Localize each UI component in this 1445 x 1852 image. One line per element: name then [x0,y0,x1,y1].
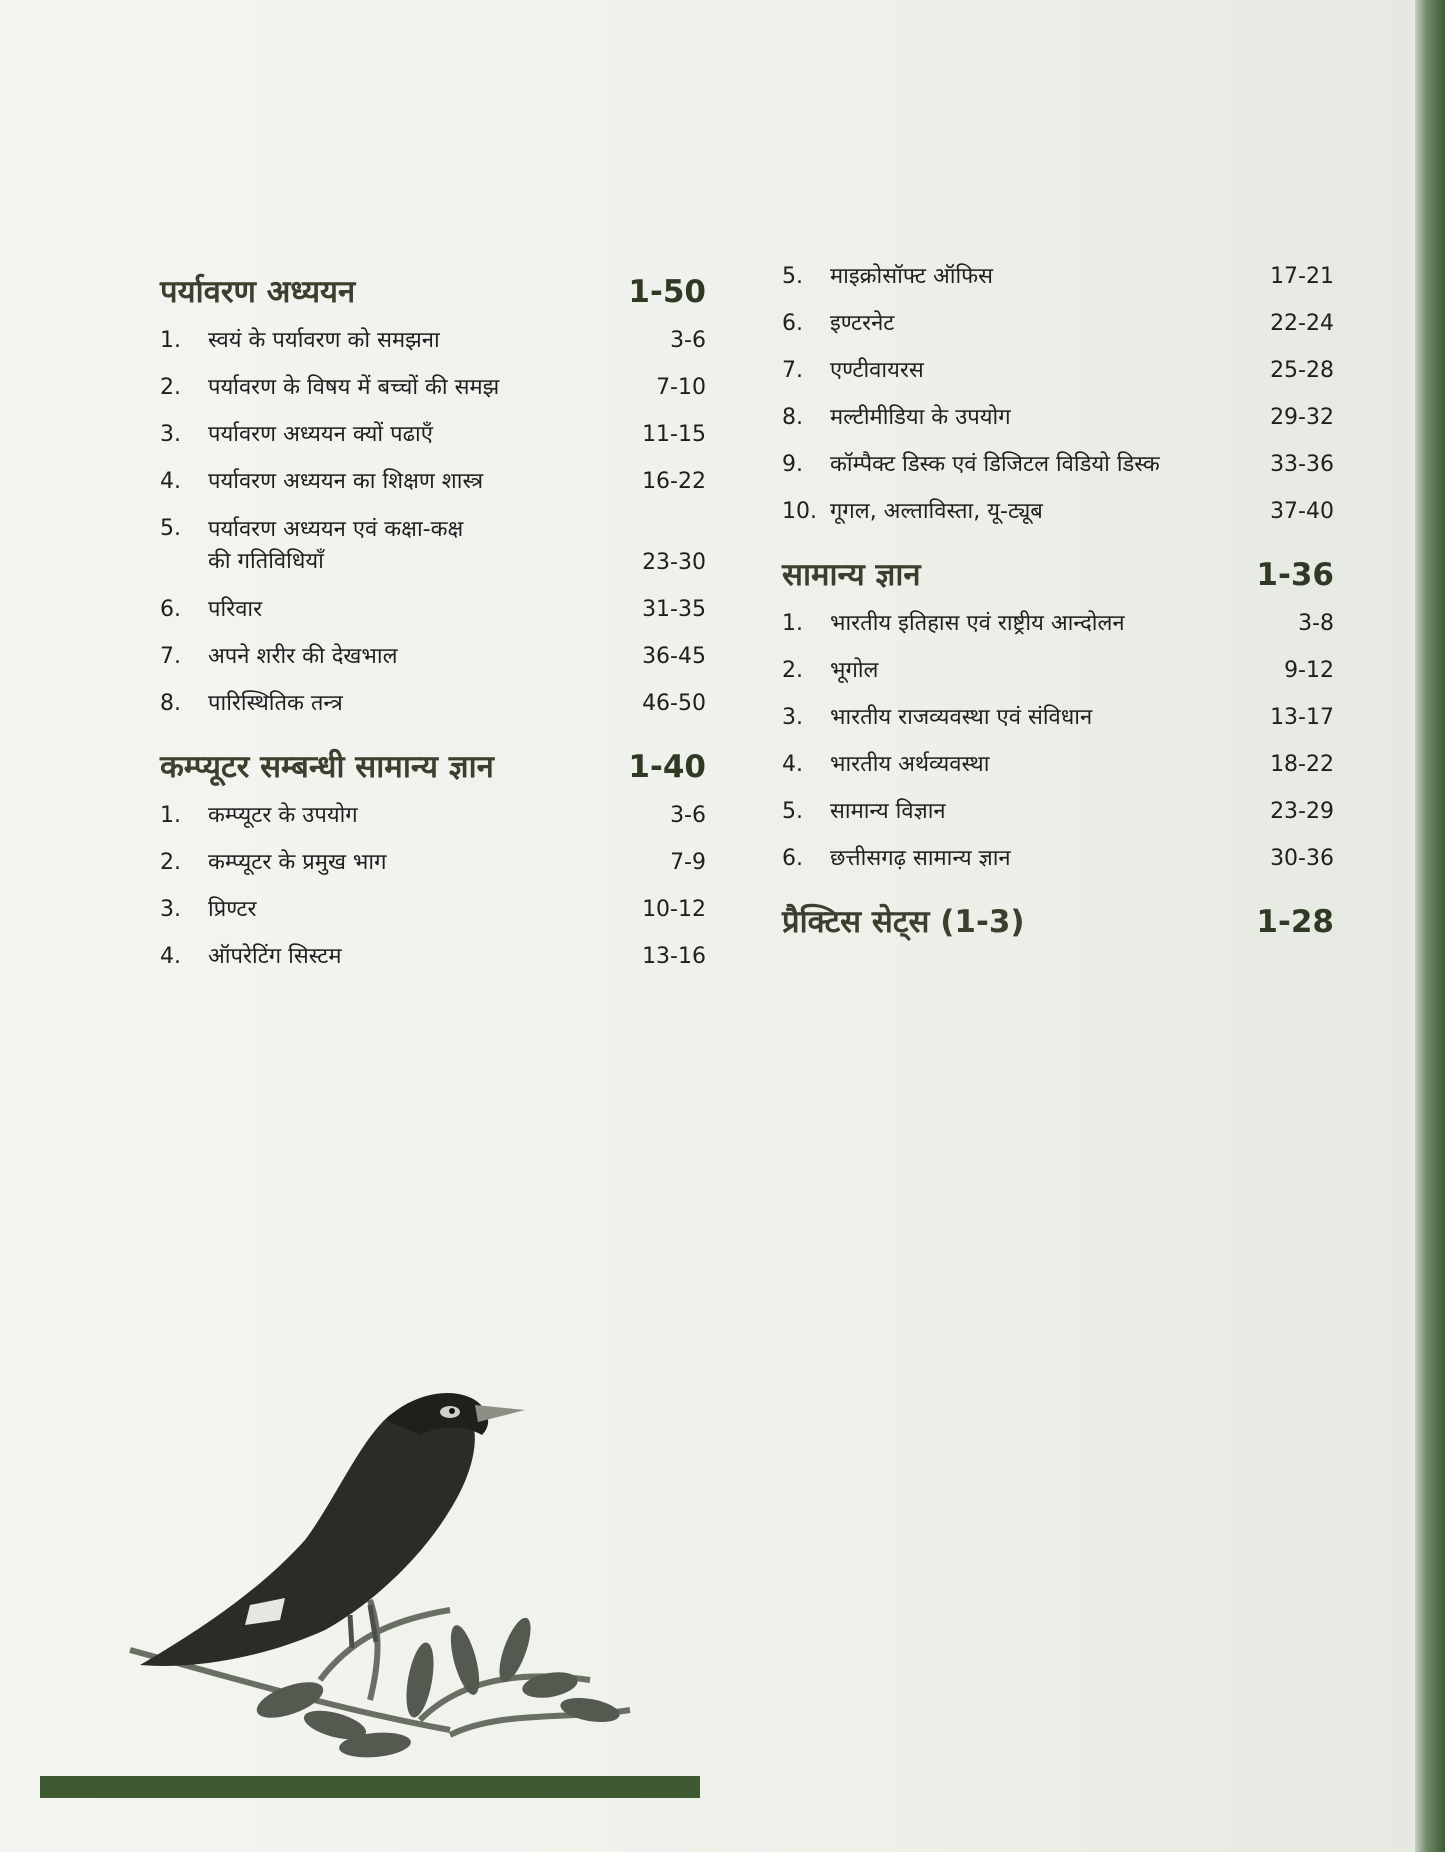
entry-number: 1. [160,328,181,353]
toc-entry[interactable] [782,403,1334,433]
entry-title: एण्टीवायरस [830,358,924,383]
entry-pages: 16-22 [642,469,706,494]
entry-title: पारिस्थितिक तन्त्र [208,691,343,716]
entry-title: ऑपरेटिंग सिस्टम [208,944,342,969]
entry-number: 1. [782,611,803,636]
entry-title: छत्तीसगढ़ सामान्य ज्ञान [830,846,1011,871]
entry-pages: 30-36 [1270,846,1334,871]
toc-entry[interactable] [782,450,1334,480]
toc-entry[interactable] [160,848,706,878]
entry-number: 5. [160,516,181,541]
entry-title: भारतीय राजव्यवस्था एवं संविधान [830,705,1093,730]
entry-number: 10. [782,499,817,524]
myna-bird-icon [120,1380,710,1765]
bird-illustration [120,1380,710,1765]
entry-pages: 3-8 [1298,611,1334,636]
section-range: 1-36 [1256,557,1334,593]
toc-list [160,326,706,719]
toc-entry[interactable] [160,642,706,672]
toc-list [160,801,706,972]
entry-title: कम्प्यूटर के उपयोग [208,803,358,828]
entry-number: 8. [782,405,803,430]
entry-pages: 18-22 [1270,752,1334,777]
entry-pages: 23-29 [1270,799,1334,824]
toc-entry[interactable] [160,420,706,450]
toc-entry[interactable] [782,656,1334,686]
entry-title [208,514,596,578]
section-heading [160,270,706,312]
entry-pages: 36-45 [642,644,706,669]
entry-number: 3. [160,897,181,922]
bird-body [140,1393,525,1666]
section-title: पर्यावरण अध्ययन [160,274,356,310]
entry-pages: 10-12 [642,897,706,922]
entry-pages: 23-30 [642,550,706,575]
entry-pages: 13-16 [642,944,706,969]
toc-entry[interactable] [782,703,1334,733]
entry-title: प्रिण्टर [208,897,257,922]
entry-pages: 9-12 [1284,658,1334,683]
entry-title: परिवार [208,597,263,622]
entry-title: माइक्रोसॉफ्ट ऑफिस [830,264,993,289]
entry-pages: 17-21 [1270,264,1334,289]
entry-number: 7. [782,358,803,383]
entry-number: 1. [160,803,181,828]
toc-entry[interactable] [782,262,1334,292]
entry-title: कॉम्पैक्ट डिस्क एवं डिजिटल विडियो डिस्क [830,452,1160,477]
section-title: सामान्य ज्ञान [782,557,921,593]
entry-number: 4. [782,752,803,777]
entry-pages: 13-17 [1270,705,1334,730]
toc-left-column [160,270,706,989]
entry-number: 5. [782,799,803,824]
entry-pages: 37-40 [1270,499,1334,524]
entry-title: पर्यावरण अध्ययन का शिक्षण शास्त्र [208,469,484,494]
entry-number: 4. [160,469,181,494]
entry-number: 9. [782,452,803,477]
entry-pages: 22-24 [1270,311,1334,336]
entry-number: 6. [782,311,803,336]
toc-entry[interactable] [160,895,706,925]
section-heading [160,745,706,787]
entry-title: पर्यावरण के विषय में बच्चों की समझ [208,375,500,400]
entry-title-line1: पर्यावरण अध्ययन एवं कक्षा-कक्ष [208,517,464,542]
entry-number: 6. [160,597,181,622]
entry-pages: 31-35 [642,597,706,622]
entry-pages: 29-32 [1270,405,1334,430]
entry-number: 2. [160,375,181,400]
entry-title: कम्प्यूटर के प्रमुख भाग [208,850,387,875]
entry-title: गूगल, अल्ताविस्ता, यू-ट्यूब [830,499,1043,524]
toc-entry[interactable] [160,689,706,719]
toc-right-column [782,262,1334,956]
toc-entry[interactable] [782,797,1334,827]
entry-title-line2: की गतिविधियाँ [208,549,324,574]
entry-number: 3. [782,705,803,730]
toc-entry[interactable] [782,497,1334,527]
entry-title: भूगोल [830,658,879,683]
entry-title: इण्टरनेट [830,311,895,336]
entry-number: 2. [782,658,803,683]
entry-pages: 3-6 [670,803,706,828]
entry-number: 3. [160,422,181,447]
entry-number: 7. [160,644,181,669]
entry-title: स्वयं के पर्यावरण को समझना [208,328,440,353]
entry-number: 2. [160,850,181,875]
toc-entry[interactable] [782,609,1334,639]
entry-number: 8. [160,691,181,716]
toc-entry[interactable] [782,356,1334,386]
toc-entry[interactable] [782,844,1334,874]
toc-entry[interactable] [782,750,1334,780]
entry-title: भारतीय इतिहास एवं राष्ट्रीय आन्दोलन [830,611,1125,636]
entry-pages: 3-6 [670,328,706,353]
section-title: कम्प्यूटर सम्बन्धी सामान्य ज्ञान [160,749,494,785]
entry-pages: 46-50 [642,691,706,716]
toc-entry[interactable] [160,801,706,831]
section-title: प्रैक्टिस सेट्स (1-3) [782,904,1025,940]
section-range: 1-50 [628,274,706,310]
entry-number: 4. [160,944,181,969]
toc-entry[interactable] [160,514,706,578]
entry-pages: 7-9 [670,850,706,875]
footer-bar [40,1776,700,1798]
entry-pages: 25-28 [1270,358,1334,383]
section-heading [782,553,1334,595]
entry-number: 5. [782,264,803,289]
entry-pages: 7-10 [656,375,706,400]
entry-title: पर्यावरण अध्ययन क्यों पढाएँ [208,422,433,447]
toc-entry[interactable] [160,942,706,972]
entry-title: भारतीय अर्थव्यवस्था [830,752,990,777]
toc-entry[interactable] [160,373,706,403]
entry-pages: 11-15 [642,422,706,447]
toc-entry[interactable] [160,595,706,625]
toc-entry[interactable] [160,326,706,356]
toc-entry[interactable] [782,309,1334,339]
section-range: 1-40 [628,749,706,785]
entry-title: मल्टीमीडिया के उपयोग [830,405,1011,430]
entry-title: सामान्य विज्ञान [830,799,946,824]
section-range: 1-28 [1256,904,1334,940]
section-heading [782,900,1334,942]
toc-entry[interactable] [160,467,706,497]
toc-list [782,609,1334,874]
toc-list-continued [782,262,1334,527]
entry-number: 6. [782,846,803,871]
branch-illustration [130,1600,630,1735]
page-edge [1415,0,1445,1852]
entry-pages: 33-36 [1270,452,1334,477]
entry-title: अपने शरीर की देखभाल [208,644,398,669]
